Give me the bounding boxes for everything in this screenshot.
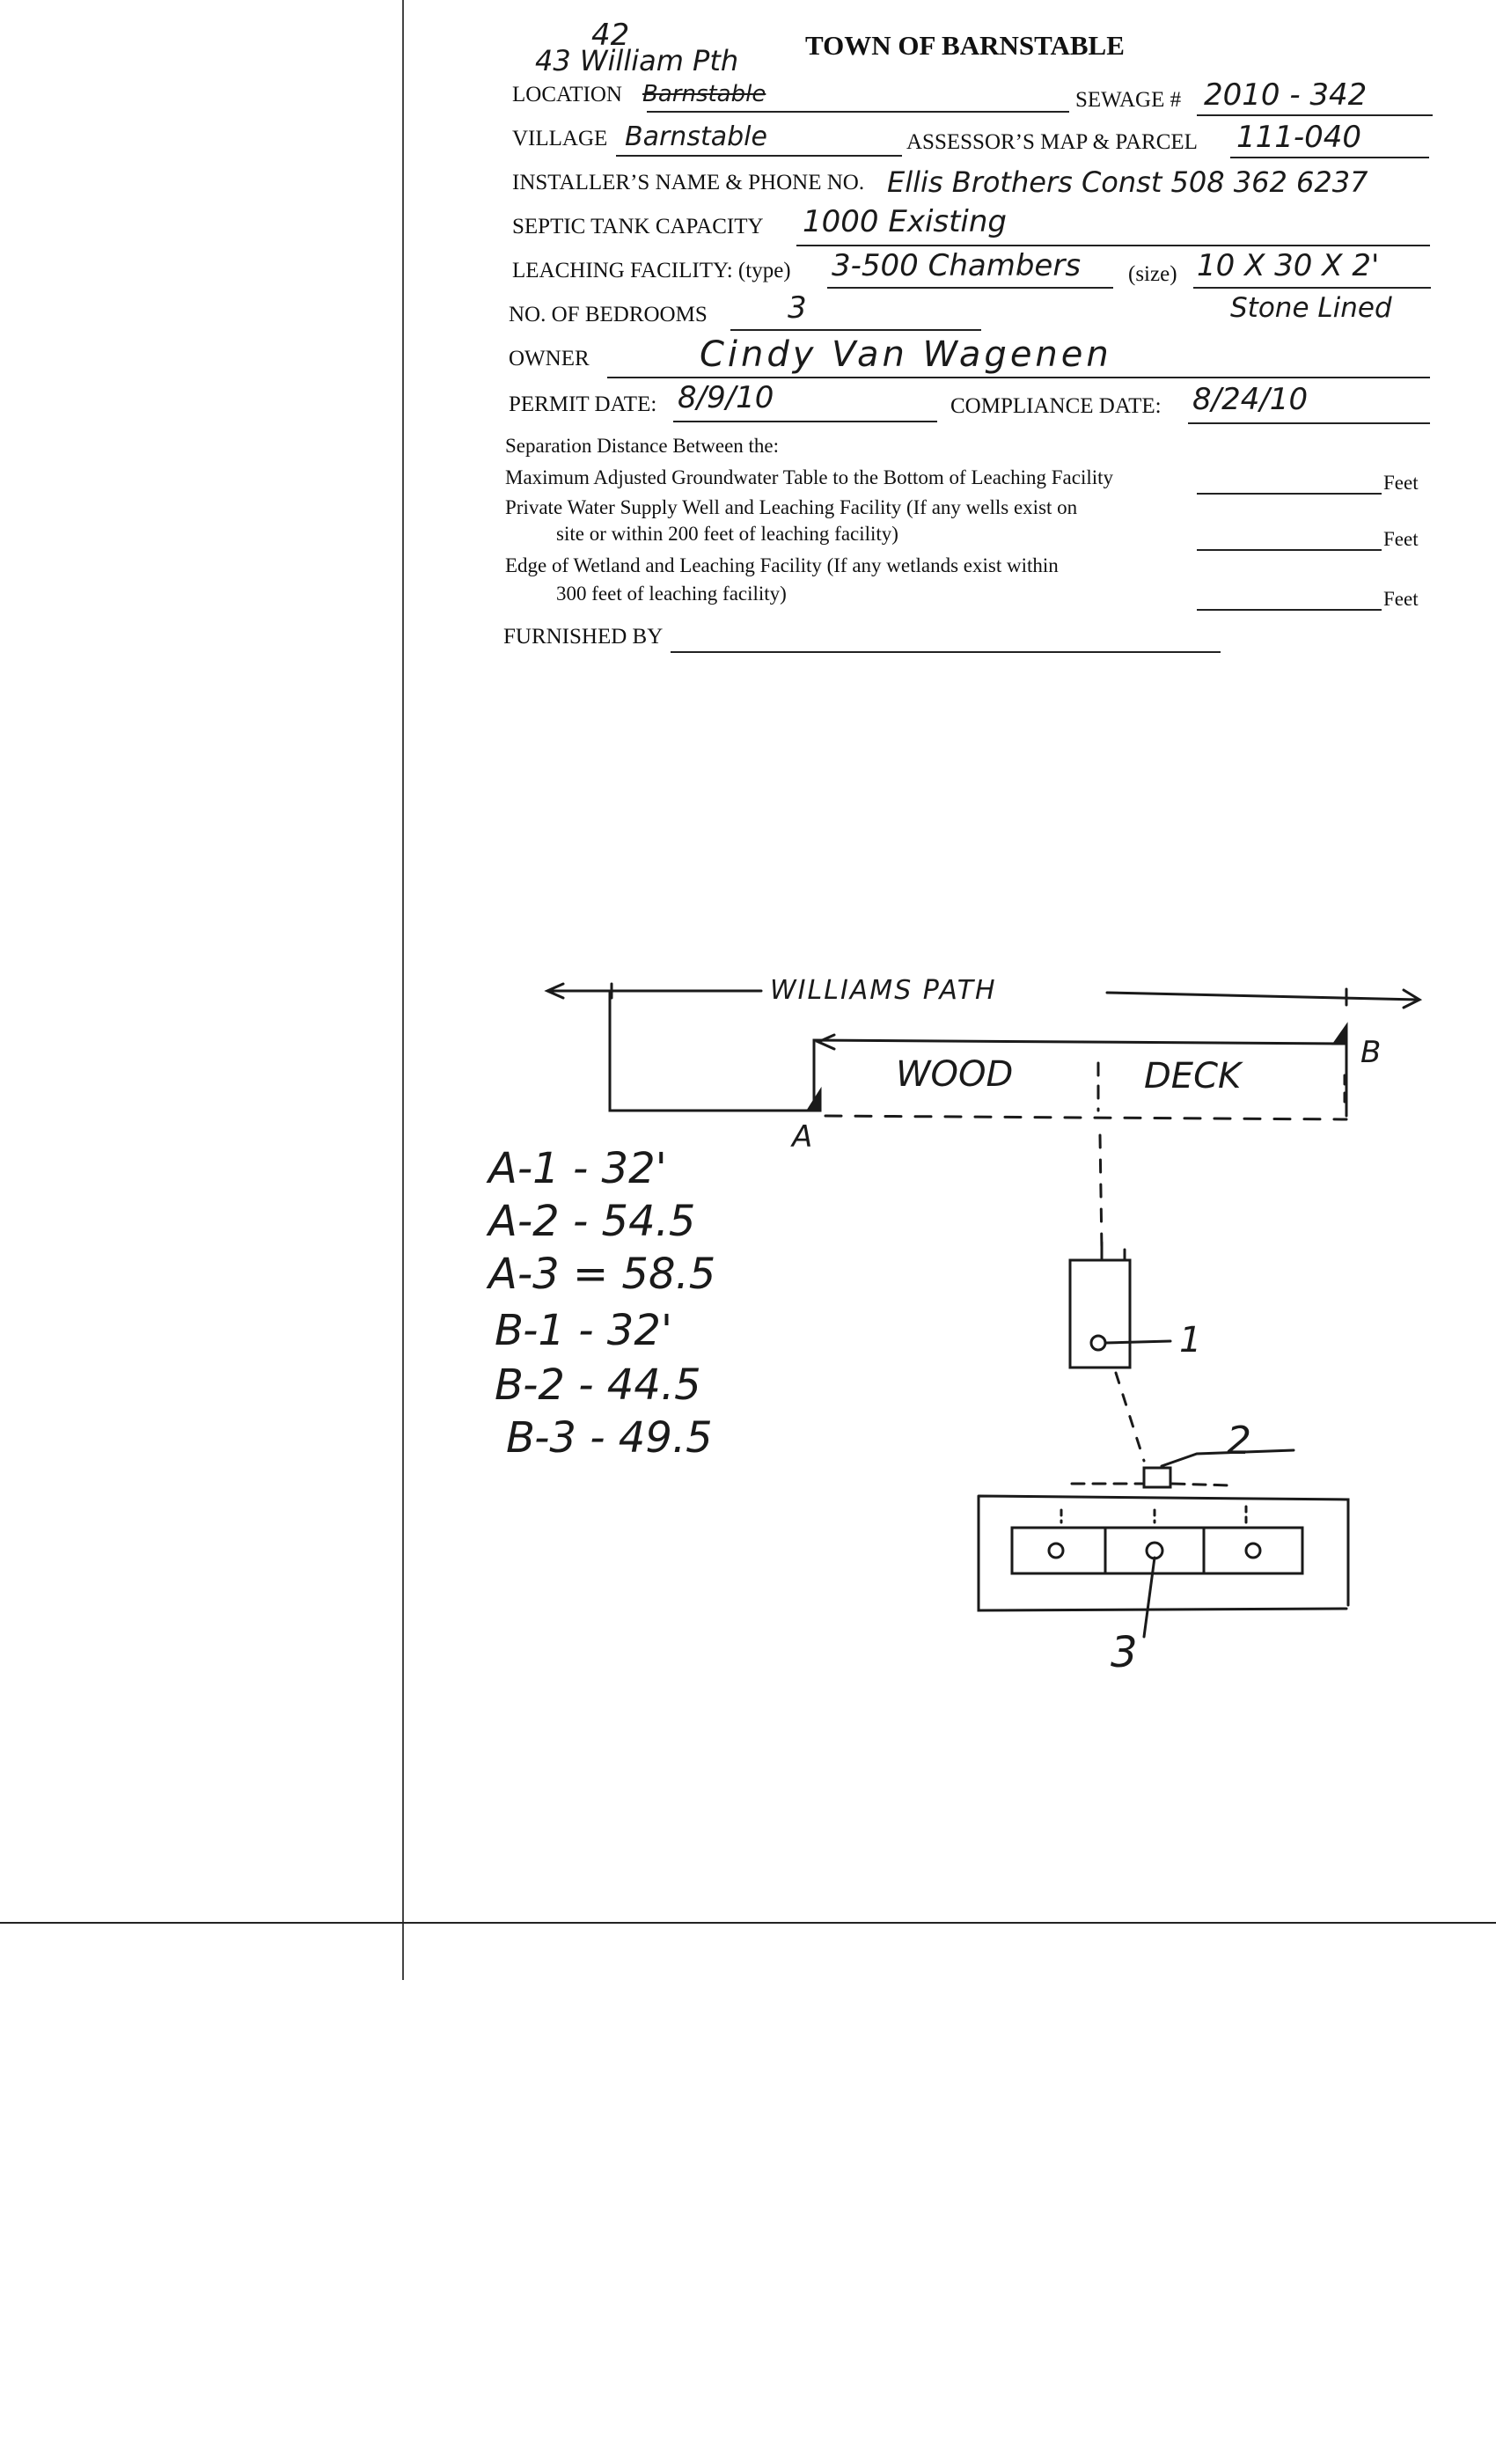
furnished-label: FURNISHED BY xyxy=(503,625,664,649)
leaching-type-hw: 3-500 Chambers xyxy=(832,248,1082,283)
bedrooms-label: NO. OF BEDROOMS xyxy=(509,303,708,326)
septic-capacity-hw: 1000 Existing xyxy=(803,204,1008,239)
tie-a3: A-3 = 58.5 xyxy=(488,1250,716,1299)
separation-groundwater: Maximum Adjusted Groundwater Table to the Bottom of Leaching Facility xyxy=(505,466,1114,488)
tie-b2: B-2 - 44.5 xyxy=(495,1360,701,1410)
septic-label: SEPTIC TANK CAPACITY xyxy=(512,215,764,238)
pipe-house-tank xyxy=(1100,1135,1102,1250)
dbox-dashes xyxy=(1072,1484,1232,1485)
location-number-hw: 42 xyxy=(591,18,630,53)
separation-wetland-1: Edge of Wetland and Leaching Facility (If any wetlands exist within xyxy=(505,554,1059,576)
size-label: (size) xyxy=(1128,262,1177,286)
point-b-label: B xyxy=(1360,1035,1382,1070)
callout-1-line xyxy=(1105,1341,1170,1343)
chamber-inlets xyxy=(1061,1507,1246,1524)
callout-3-line xyxy=(1144,1558,1155,1637)
callout-1: 1 xyxy=(1179,1320,1202,1360)
point-a-label: A xyxy=(792,1119,813,1155)
feet-label-2: Feet xyxy=(1383,528,1419,550)
village-hw: Barnstable xyxy=(625,121,767,152)
permit-label: PERMIT DATE: xyxy=(509,392,657,416)
pipe-tank-dbox xyxy=(1116,1373,1144,1461)
installer-label: INSTALLER’S NAME & PHONE NO. xyxy=(512,171,865,194)
leaching-note-hw: Stone Lined xyxy=(1230,292,1392,324)
map-parcel-hw: 111-040 xyxy=(1236,120,1362,155)
owner-hw: Cindy Van Wagenen xyxy=(700,334,1112,375)
tie-a1: A-1 - 32' xyxy=(488,1144,667,1193)
tie-b1: B-1 - 32' xyxy=(495,1306,673,1355)
compliance-label: COMPLIANCE DATE: xyxy=(950,394,1162,418)
street-line-right xyxy=(1107,993,1419,1000)
house-rear-dashed xyxy=(825,1116,1346,1119)
callout-3: 3 xyxy=(1111,1628,1138,1677)
tank-inlet-ticks xyxy=(1102,1243,1125,1260)
form-title: TOWN OF BARNSTABLE xyxy=(805,30,1125,61)
distribution-box xyxy=(1144,1468,1170,1487)
feet-label-1: Feet xyxy=(1383,472,1419,494)
corner-b-marker xyxy=(1334,1026,1346,1044)
location-address-hw: 43 William Pth xyxy=(535,44,739,77)
chamber-1-port xyxy=(1049,1544,1063,1558)
separation-heading: Separation Distance Between the: xyxy=(505,435,780,457)
house-left-wall xyxy=(610,993,808,1111)
house-front-wall xyxy=(814,1040,1346,1116)
separation-well-1: Private Water Supply Well and Leaching Facility (If any wells exist on xyxy=(505,496,1078,518)
chamber-2-port xyxy=(1147,1543,1162,1558)
permit-date-hw: 8/9/10 xyxy=(678,380,774,415)
deck-label: DECK xyxy=(1144,1056,1242,1096)
compliance-date-hw: 8/24/10 xyxy=(1192,382,1309,417)
callout-2: 2 xyxy=(1227,1419,1251,1463)
owner-label: OWNER xyxy=(509,347,590,370)
chamber-3-port xyxy=(1246,1544,1260,1558)
village-label: VILLAGE xyxy=(512,127,608,150)
assessor-label: ASSESSOR’S MAP & PARCEL xyxy=(906,130,1198,154)
location-struck-hw: Barnstable xyxy=(642,81,766,107)
leaching-size-hw: 10 X 30 X 2' xyxy=(1197,248,1380,283)
sewage-label: SEWAGE # xyxy=(1075,88,1182,112)
leaching-label: LEACHING FACILITY: (type) xyxy=(512,259,791,282)
feet-label-3: Feet xyxy=(1383,588,1419,610)
wood-label: WOOD xyxy=(896,1054,1014,1095)
installer-hw: Ellis Brothers Const 508 362 6237 xyxy=(887,165,1368,199)
bedrooms-hw: 3 xyxy=(788,290,807,326)
septic-tank xyxy=(1070,1260,1130,1368)
tie-b3: B-3 - 49.5 xyxy=(506,1413,713,1463)
house-arrow xyxy=(818,1035,834,1049)
tank-marker xyxy=(1091,1336,1105,1350)
sewage-number-hw: 2010 - 342 xyxy=(1204,77,1368,113)
separation-wetland-2: 300 feet of leaching facility) xyxy=(556,583,787,605)
tie-a2: A-2 - 54.5 xyxy=(488,1197,696,1246)
street-label: WILLIAMS PATH xyxy=(770,975,997,1006)
location-label: LOCATION xyxy=(512,83,622,106)
separation-well-2: site or within 200 feet of leaching facility) xyxy=(556,523,898,545)
